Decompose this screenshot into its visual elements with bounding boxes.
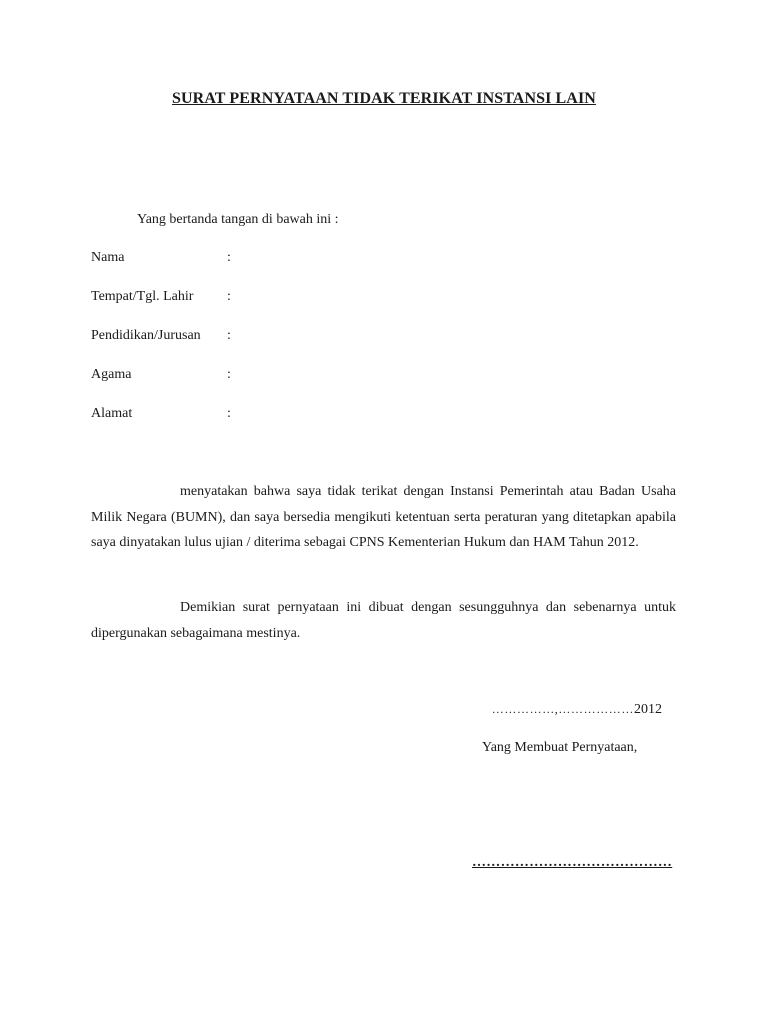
field-label-nama: Nama	[91, 250, 125, 265]
field-label-agama: Agama	[91, 367, 132, 382]
field-colon: :	[227, 406, 231, 421]
field-row-nama	[91, 250, 491, 289]
signature-placeholder: ……………………………………	[472, 855, 673, 870]
field-colon: :	[227, 250, 231, 265]
intro-text: Yang bertanda tangan di bawah ini :	[137, 212, 339, 227]
field-label-pendidikan-jurusan: Pendidikan/Jurusan	[91, 328, 201, 343]
closing-paragraph: Demikian surat pernyataan ini dibuat dengan sesungguhnya dan sebenarnya untuk dipergunakan sebagaimana mestinya.	[91, 600, 676, 641]
date-year: 2012	[634, 702, 662, 717]
signatory-label: Yang Membuat Pernyataan,	[482, 740, 638, 755]
place-date-line	[466, 702, 662, 718]
field-colon: :	[227, 289, 231, 304]
field-label-tempat-tgl-lahir: Tempat/Tgl. Lahir	[91, 289, 194, 304]
field-row-tempat-tgl-lahir	[91, 289, 491, 328]
field-row-agama	[91, 367, 491, 406]
statement-paragraph: menyatakan bahwa saya tidak terikat dengan Instansi Pemerintah atau Badan Usaha Milik Negara (BUMN), dan saya bersedia mengikuti ketentuan serta peraturan yang ditetapkan apabila saya dinyatakan lulus ujian / diterima sebagai CPNS Kementerian Hukum dan HAM Tahun 2012.	[91, 484, 676, 550]
identity-fields	[91, 250, 491, 445]
field-row-pendidikan-jurusan	[91, 328, 491, 367]
field-colon: :	[227, 328, 231, 343]
document-title: SURAT PERNYATAAN TIDAK TERIKAT INSTANSI LAIN	[172, 90, 596, 107]
place-date-placeholder: ……………,………………	[491, 702, 634, 716]
field-colon: :	[227, 367, 231, 382]
field-row-alamat	[91, 406, 491, 445]
field-label-alamat: Alamat	[91, 406, 133, 421]
